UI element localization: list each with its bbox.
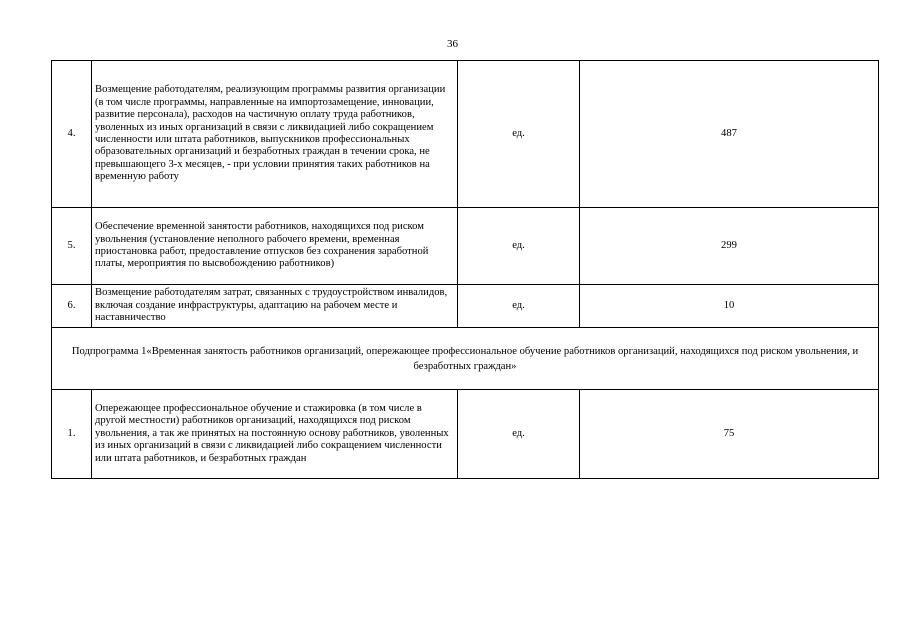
measure-description: Возмещение работодателям, реализующим программы развития организации (в том числе программы, направленные на импортозамещение, инновации, развитие персонала), расходов на частичную оплату труда работников, уволенных из иных организаций в связи с ликвидацией либо сокращением численности или штата работников, выпускников профессиональных образовательных организаций и безработных граждан в течении срока, не превышающего 3-х месяцев, - при условии принятия таких работников на временную работу [92, 61, 458, 208]
table-row [52, 61, 879, 208]
value-cell: 10 [580, 285, 879, 328]
value-cell: 75 [580, 390, 879, 479]
table-row [52, 390, 879, 479]
unit-cell: ед. [458, 208, 580, 285]
value-cell: 299 [580, 208, 879, 285]
row-number: 1. [52, 390, 92, 479]
table-row [52, 285, 879, 328]
table-row [52, 208, 879, 285]
subprogram-title: Подпрограмма 1«Временная занятость работников организаций, опережающее профессиональное обучение работников организаций, находящихся под риском увольнения, и безработных граждан» [52, 328, 879, 390]
unit-cell: ед. [458, 61, 580, 208]
measure-description: Возмещение работодателям затрат, связанных с трудоустройством инвалидов, включая создание инфраструктуры, адаптацию на рабочем месте и наставничество [92, 285, 458, 328]
unit-cell: ед. [458, 390, 580, 479]
row-number: 4. [52, 61, 92, 208]
measure-description: Обеспечение временной занятости работников, находящихся под риском увольнения (установление неполного рабочего времени, временная приостановка работ, предоставление отпусков без сохранения заработной платы, мероприятия по высвобождению работников) [92, 208, 458, 285]
value-cell: 487 [580, 61, 879, 208]
measure-description: Опережающее профессиональное обучение и стажировка (в том числе в другой местности) работников организаций, находящихся под риском увольнения, а так же принятых на постоянную основу работников, уволенных из иных организаций в связи с ликвидацией либо сокращением численности или штата работников, и безработных граждан [92, 390, 458, 479]
row-number: 5. [52, 208, 92, 285]
measures-table [51, 60, 879, 479]
section-row [52, 328, 879, 390]
unit-cell: ед. [458, 285, 580, 328]
page-number: 36 [447, 38, 458, 50]
row-number: 6. [52, 285, 92, 328]
